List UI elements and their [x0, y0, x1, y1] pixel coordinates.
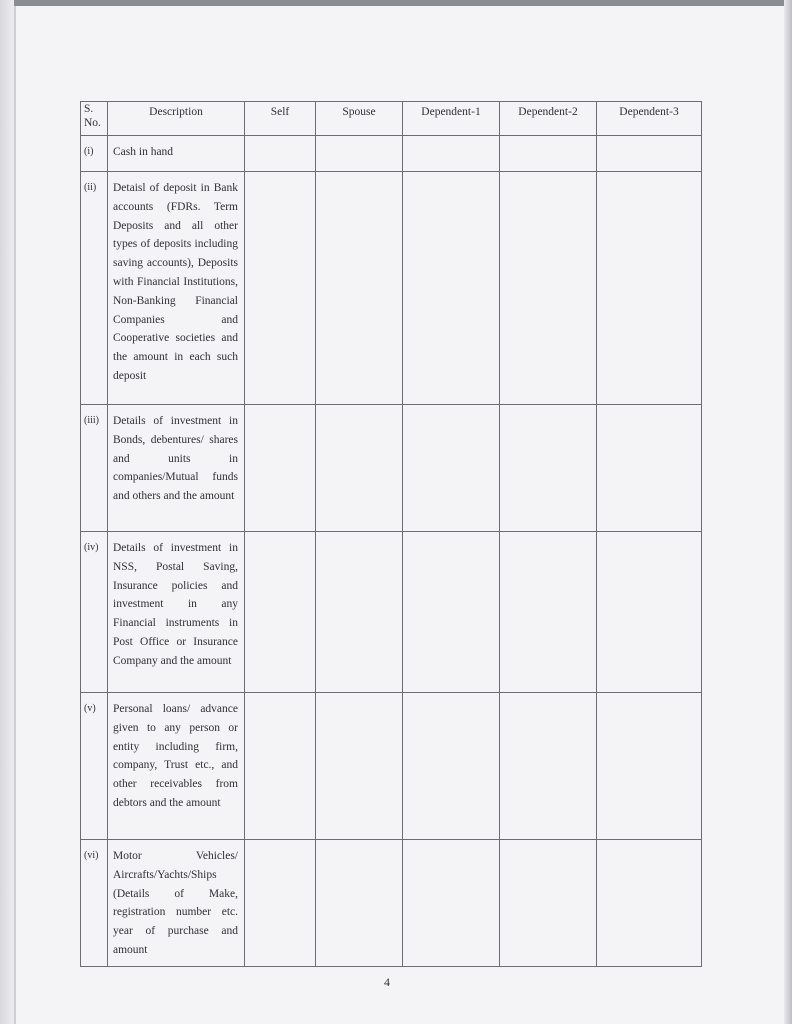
cell-spouse: [316, 693, 403, 840]
cell-dependent-2: [500, 532, 597, 693]
header-dependent-2: Dependent-2: [500, 102, 597, 136]
cell-self: [245, 172, 316, 405]
row-description: Personal loans/ advance given to any person or entity including firm, company, Trust etc., and other receivables from debtors and the amount: [108, 693, 245, 840]
cell-dependent-3: [597, 840, 702, 967]
cell-self: [245, 693, 316, 840]
table-row: [81, 532, 702, 693]
cell-self: [245, 405, 316, 532]
table-row: [81, 405, 702, 532]
cell-dependent-1: [403, 405, 500, 532]
asset-declaration-table: [80, 101, 702, 967]
page-number: 4: [384, 975, 390, 989]
cell-spouse: [316, 136, 403, 172]
table-row: [81, 136, 702, 172]
cell-self: [245, 840, 316, 967]
cell-self: [245, 532, 316, 693]
scan-right-edge: [784, 0, 792, 1024]
header-dependent-1: Dependent-1: [403, 102, 500, 136]
header-description: Description: [108, 102, 245, 136]
cell-dependent-1: [403, 532, 500, 693]
header-spouse: Spouse: [316, 102, 403, 136]
row-sno: (iv): [81, 532, 108, 693]
scan-left-edge: [0, 0, 14, 1024]
cell-spouse: [316, 172, 403, 405]
cell-dependent-3: [597, 172, 702, 405]
row-sno: (ii): [81, 172, 108, 405]
cell-dependent-2: [500, 840, 597, 967]
cell-dependent-3: [597, 532, 702, 693]
table-row: [81, 693, 702, 840]
cell-dependent-2: [500, 405, 597, 532]
cell-dependent-2: [500, 693, 597, 840]
cell-spouse: [316, 840, 403, 967]
row-sno: (vi): [81, 840, 108, 967]
cell-dependent-2: [500, 136, 597, 172]
row-description: Detaisl of deposit in Bank accounts (FDRs. Term Deposits and all other types of deposits including saving accounts), Deposits with Financial Institutions, Non-Banking Financial Companies and Cooperative societies and the amount in each such deposit: [108, 172, 245, 405]
row-description: Cash in hand: [108, 136, 245, 172]
row-sno: (v): [81, 693, 108, 840]
header-self: Self: [245, 102, 316, 136]
header-dependent-3: Dependent-3: [597, 102, 702, 136]
row-sno: (iii): [81, 405, 108, 532]
cell-dependent-2: [500, 172, 597, 405]
cell-dependent-1: [403, 840, 500, 967]
cell-dependent-3: [597, 136, 702, 172]
table-row: [81, 172, 702, 405]
row-description: Details of investment in NSS, Postal Saving, Insurance policies and investment in any Financial instruments in Post Office or Insurance Company and the amount: [108, 532, 245, 693]
cell-dependent-1: [403, 172, 500, 405]
cell-self: [245, 136, 316, 172]
cell-dependent-3: [597, 405, 702, 532]
cell-spouse: [316, 405, 403, 532]
cell-dependent-3: [597, 693, 702, 840]
cell-dependent-1: [403, 136, 500, 172]
row-description: Motor Vehicles/ Aircrafts/Yachts/Ships (Details of Make, registration number etc. year of purchase and amount: [108, 840, 245, 967]
cell-spouse: [316, 532, 403, 693]
row-sno: (i): [81, 136, 108, 172]
table-header-row: [81, 102, 702, 136]
cell-dependent-1: [403, 693, 500, 840]
row-description: Details of investment in Bonds, debentures/ shares and units in companies/Mutual funds and others and the amount: [108, 405, 245, 532]
header-sno: S. No.: [81, 102, 108, 136]
table-row: [81, 840, 702, 967]
